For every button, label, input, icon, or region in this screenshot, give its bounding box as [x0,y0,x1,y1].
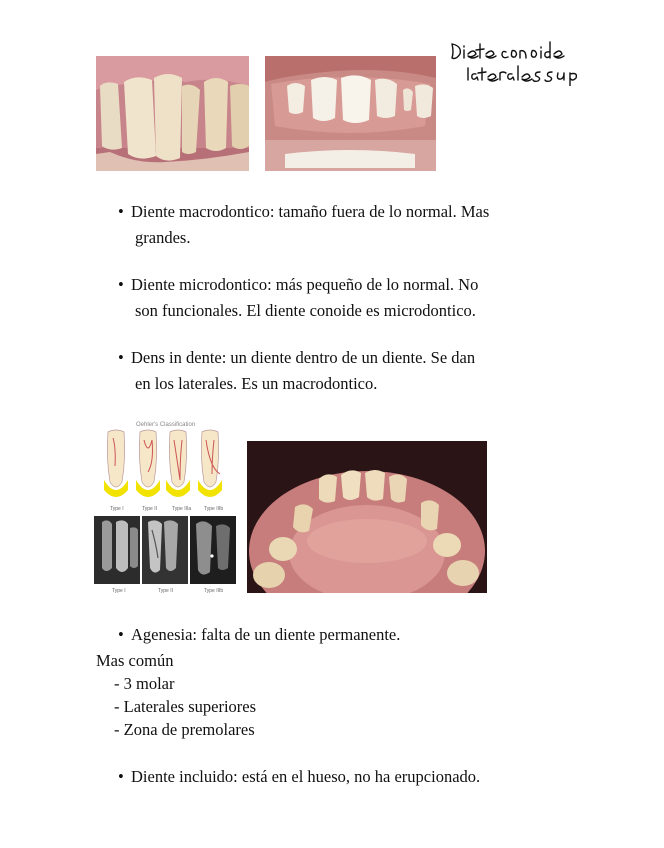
xray-type-iiib [190,516,236,584]
bullet-text-line: son funcionales. El diente conoide es microdontico. [135,301,476,320]
bullet-dot: • [118,767,124,786]
agenesia-heading: Mas común [96,651,174,670]
type-label: Type I [110,506,124,512]
agenesia-item-laterales: - Laterales superiores [114,697,257,716]
bullet-dens-in-dente [118,345,598,397]
photo-upper-arch [247,441,487,593]
xray-label: Type IIIb [204,588,224,594]
type-label: Type IIIb [204,506,224,512]
bullet-text-line: en los laterales. Es un macrodontico. [135,374,378,393]
bullet-dot: • [118,202,124,221]
tooth-diagram-type-iiia [166,430,190,497]
figure-oehlers-classification [94,418,236,594]
bullet-agenesia [118,622,598,648]
type-label: Type IIIa [172,506,192,512]
bullet-text-line: grandes. [135,228,191,247]
photo-macrodontia-teeth [96,56,249,171]
bullet-text-line: Agenesia: falta de un diente permanente. [131,625,401,644]
figure-title: Oehler's Classification [136,422,196,428]
photo-microdontia-smile [265,56,436,171]
bullet-text-line: Diente microdontico: más pequeño de lo normal. No [131,275,479,294]
agenesia-item-3-molar: - 3 molar [114,674,175,693]
bullet-microdontico [118,272,598,324]
bullet-macrodontico [118,199,598,251]
bullet-dot: • [118,275,124,294]
xray-type-i [94,516,140,584]
tooth-diagram-type-iiib [198,430,222,497]
bullet-diente-incluido [118,764,618,790]
bullet-dot: • [118,348,124,367]
xray-type-ii [142,516,188,584]
xray-label: Type II [158,588,174,594]
bullet-text-line: Dens in dente: un diente dentro de un diente. Se dan [131,348,476,367]
xray-label: Type I [112,588,126,594]
type-label: Type II [142,506,158,512]
tooth-diagram-type-i [104,430,128,497]
agenesia-item-premolares: - Zona de premolares [114,720,255,739]
tooth-diagram-type-ii [136,430,160,497]
bullet-text-line: Diente macrodontico: tamaño fuera de lo normal. Mas [131,202,490,221]
bullet-text-line: Diente incluido: está en el hueso, no ha erupcionado. [131,767,481,786]
bullet-dot: • [118,625,124,644]
handwritten-note [446,36,586,86]
